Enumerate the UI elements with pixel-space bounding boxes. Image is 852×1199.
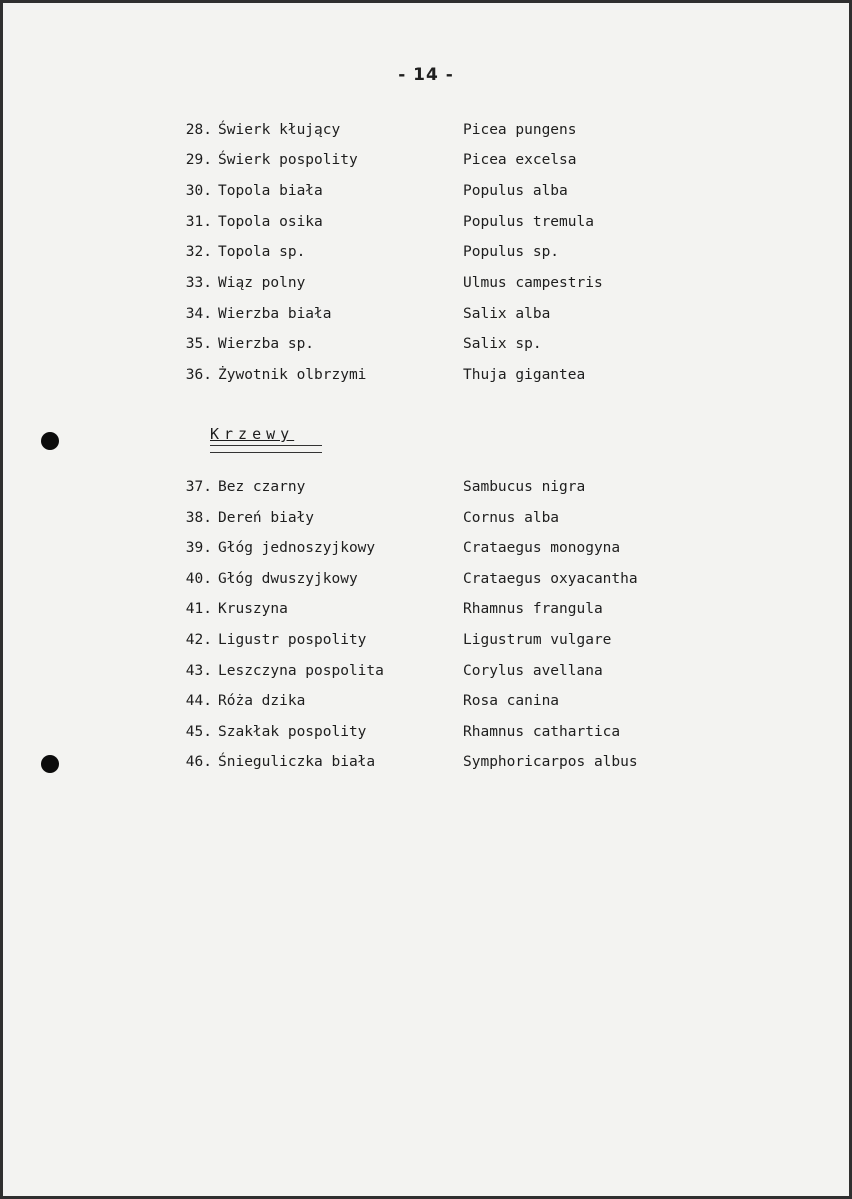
latin-name: Populus tremula (463, 214, 594, 230)
item-number: 45. (185, 724, 212, 740)
latin-name: Symphoricarpos albus (463, 754, 638, 770)
item-number: 35. (185, 336, 212, 352)
punch-hole (41, 755, 59, 773)
heading-double-underline (210, 445, 322, 453)
latin-name: Rhamnus frangula (463, 601, 603, 617)
latin-name: Crataegus oxyacantha (463, 571, 638, 587)
polish-name: Wierzba biała (218, 306, 332, 322)
polish-name: Świerk pospolity (218, 152, 358, 168)
latin-name: Populus sp. (463, 244, 560, 260)
item-number: 42. (185, 632, 212, 648)
latin-name: Salix sp. (463, 336, 542, 352)
latin-name: Ulmus campestris (463, 275, 603, 291)
item-number: 39. (185, 540, 212, 556)
document-page (3, 3, 849, 1196)
item-number: 31. (185, 214, 212, 230)
item-number: 43. (185, 663, 212, 679)
polish-name: Kruszyna (218, 601, 288, 617)
latin-name: Cornus alba (463, 510, 560, 526)
polish-name: Róża dzika (218, 693, 306, 709)
polish-name: Szakłak pospolity (218, 724, 367, 740)
latin-name: Rosa canina (463, 693, 560, 709)
item-number: 40. (185, 571, 212, 587)
polish-name: Wiąz polny (218, 275, 306, 291)
latin-name: Crataegus monogyna (463, 540, 621, 556)
latin-name: Corylus avellana (463, 663, 603, 679)
item-number: 41. (185, 601, 212, 617)
polish-name: Leszczyna pospolita (218, 663, 384, 679)
polish-name: Topola sp. (218, 244, 306, 260)
item-number: 33. (185, 275, 212, 291)
item-number: 32. (185, 244, 212, 260)
polish-name: Wierzba sp. (218, 336, 315, 352)
polish-name: Bez czarny (218, 479, 306, 495)
page-number: - 14 - (398, 65, 454, 85)
punch-hole (41, 432, 59, 450)
item-number: 30. (185, 183, 212, 199)
polish-name: Topola osika (218, 214, 323, 230)
item-number: 37. (185, 479, 212, 495)
polish-name: Głóg dwuszyjkowy (218, 571, 358, 587)
item-number: 28. (185, 122, 212, 138)
item-number: 34. (185, 306, 212, 322)
polish-name: Głóg jednoszyjkowy (218, 540, 376, 556)
latin-name: Salix alba (463, 306, 551, 322)
item-number: 38. (185, 510, 212, 526)
polish-name: Świerk kłujący (218, 122, 341, 138)
polish-name: Żywotnik olbrzymi (218, 367, 367, 383)
latin-name: Populus alba (463, 183, 568, 199)
item-number: 44. (185, 693, 212, 709)
section-heading-shrubs: Krzewy (210, 425, 295, 443)
latin-name: Rhamnus cathartica (463, 724, 621, 740)
polish-name: Śnieguliczka biała (218, 754, 376, 770)
polish-name: Ligustr pospolity (218, 632, 367, 648)
item-number: 46. (185, 754, 212, 770)
latin-name: Picea excelsa (463, 152, 577, 168)
polish-name: Topola biała (218, 183, 323, 199)
latin-name: Picea pungens (463, 122, 577, 138)
latin-name: Ligustrum vulgare (463, 632, 612, 648)
item-number: 29. (185, 152, 212, 168)
latin-name: Thuja gigantea (463, 367, 586, 383)
polish-name: Dereń biały (218, 510, 315, 526)
latin-name: Sambucus nigra (463, 479, 586, 495)
item-number: 36. (185, 367, 212, 383)
